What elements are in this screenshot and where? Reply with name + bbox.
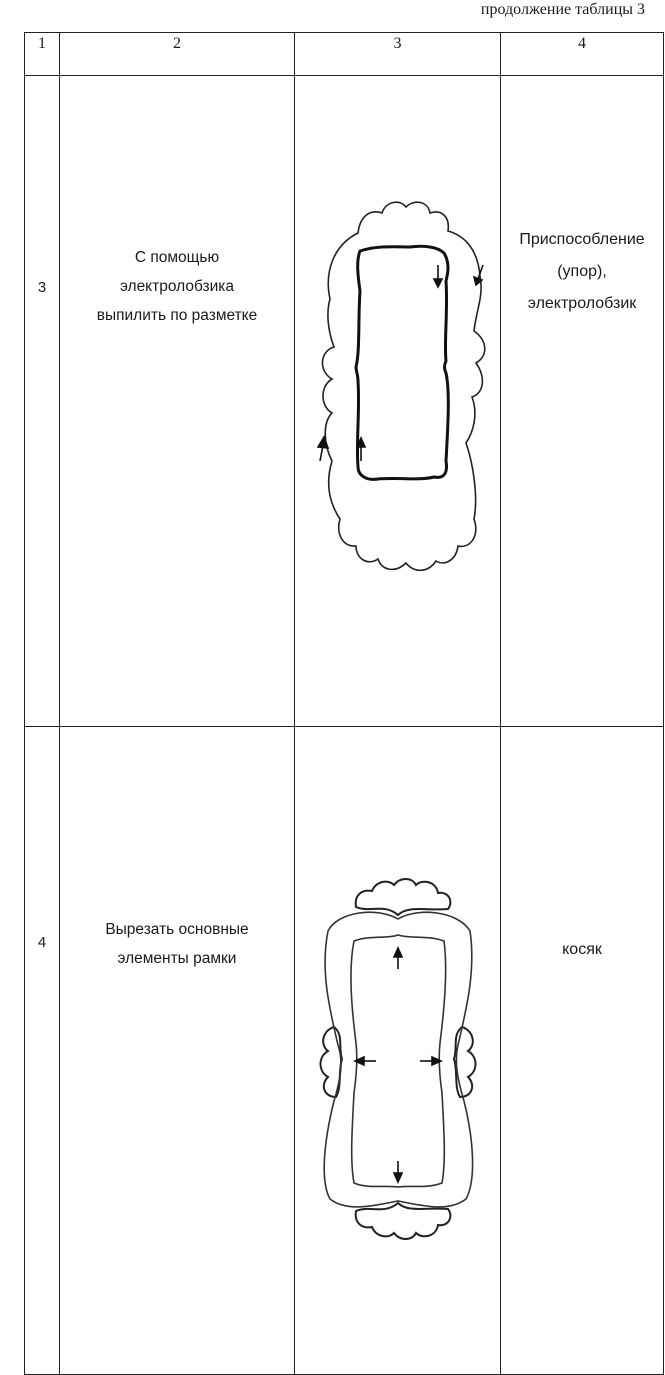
- frame-elements-illustration: [298, 831, 498, 1271]
- tools-line: электролобзик: [527, 295, 637, 312]
- step-illustration-cell: [295, 727, 501, 1375]
- header-col-3: 3: [295, 33, 501, 76]
- header-col-4: 4: [501, 33, 664, 76]
- tools-line: Приспособление: [519, 231, 645, 248]
- step-tools: [501, 727, 664, 1375]
- left-frame-element: [320, 1027, 342, 1097]
- header-col-1: 1: [25, 33, 60, 76]
- direction-arrow-icon: [434, 265, 483, 287]
- description-line: выпилить по разметке: [96, 307, 258, 324]
- tools-line: (упор),: [557, 263, 607, 280]
- process-table: [24, 32, 664, 1375]
- step-description: [60, 76, 295, 727]
- table-row: [25, 76, 664, 727]
- frame-outline: [322, 202, 484, 570]
- description-line: Вырезать основные: [105, 921, 249, 938]
- top-frame-element: [355, 879, 450, 915]
- table-row: [25, 727, 664, 1375]
- description-line: электролобзика: [119, 278, 235, 295]
- step-number: 3: [25, 76, 60, 727]
- step-tools: [501, 76, 664, 727]
- description-line: элементы рамки: [117, 950, 237, 967]
- direction-arrow-icon: [355, 948, 441, 1182]
- tools-line: косяк: [562, 941, 602, 958]
- bottom-frame-element: [355, 1203, 450, 1239]
- table-caption: продолжение таблицы 3: [480, 1, 645, 18]
- frame-sawing-illustration: [298, 181, 498, 621]
- step-number: 4: [25, 727, 60, 1375]
- header-row: [25, 33, 664, 76]
- step-description: [60, 727, 295, 1375]
- step-illustration-cell: [295, 76, 501, 727]
- description-line: С помощью: [134, 249, 220, 266]
- header-col-2: 2: [60, 33, 295, 76]
